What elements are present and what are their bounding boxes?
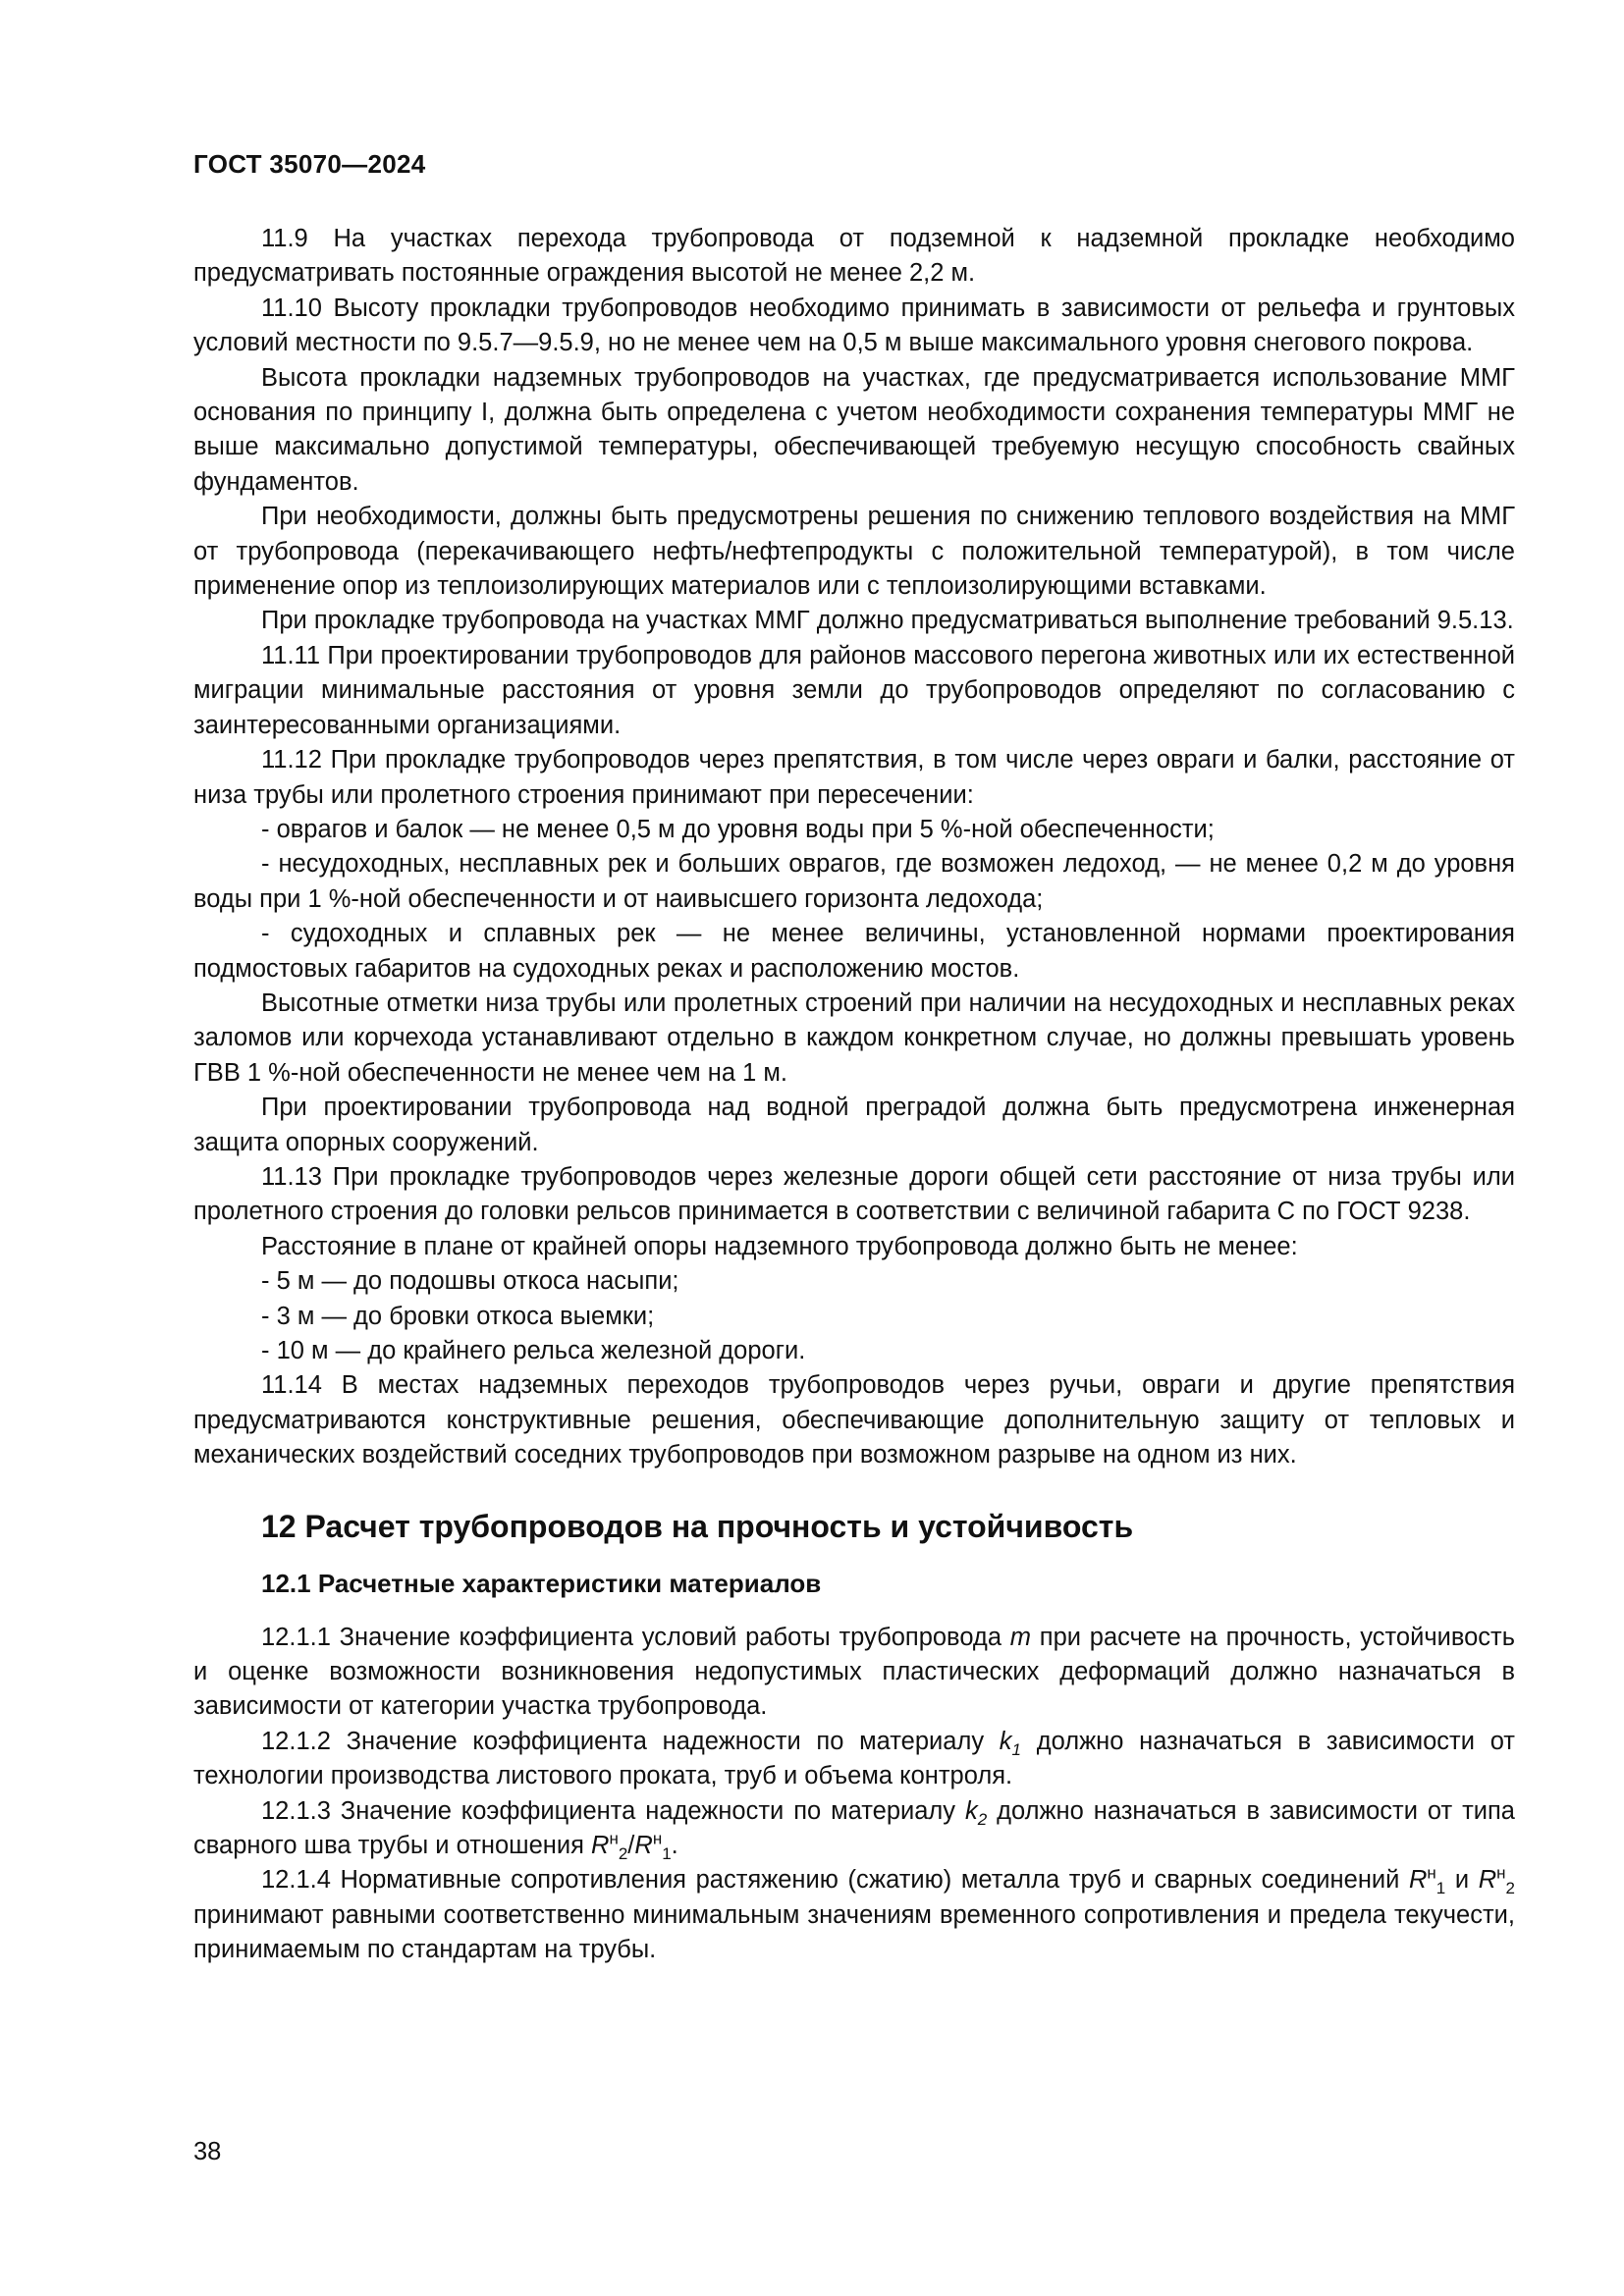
paragraph-12-1-2: 12.1.2 Значение коэффициента надежности по материалу $k_1$ должно назначаться в зависимости от технологии производства листового проката, труб и объема контроля. (193, 1727, 1515, 1790)
subsection-heading: 12.1 Расчетные характеристики материалов (261, 1568, 822, 1598)
variable-r1: $R^н_1$ (1408, 1863, 1446, 1898)
paragraph: Высотные отметки низа трубы или пролетных строений при наличии на несудоходных и несплавных реках заломов или корчехода устанавливают отдельно в каждом конкретном случае, но должны превышать уровень ГВВ 1 %-ной обеспеченности не менее чем на 1 м. (193, 988, 1515, 1087)
ratio-r2-r1: $R^н_2/R^н_1$ (591, 1829, 672, 1864)
list-item: - 3 м — до бровки откоса выемки; (261, 1302, 655, 1330)
paragraph: Высота прокладки надземных трубопроводов на участках, где предусматривается использование ММГ основания по принципу I, должна быть определена с учетом необходимости сохранения температуры ММГ не выше максимально допустимой температуры, обеспечивающей требуемую несущую способность свайных фундаментов. (193, 363, 1515, 496)
list-item: - 5 м — до подошвы откоса насыпи; (261, 1267, 679, 1296)
list-item: - 10 м — до крайнего рельса железной дороги. (261, 1337, 806, 1364)
paragraph-11-13: 11.13 При прокладке трубопроводов через железные дороги общей сети расстояние от низа трубы или пролетного строения до головки рельсов принимается в соответствии с величиной габарита С по ГОСТ 9238. (193, 1162, 1515, 1226)
paragraph: Расстояние в плане от крайней опоры надземного трубопровода должно быть не менее: (261, 1232, 1298, 1260)
variable-m: m (1009, 1623, 1032, 1651)
paragraph-11-14: 11.14 В местах надземных переходов трубопроводов через ручьи, овраги и другие препятствия предусматриваются конструктивные решения, обеспечивающие дополнительную защиту от тепловых и механических воздействий соседних трубопроводов при возможном разрыве на одном из них. (193, 1371, 1515, 1469)
paragraph: При необходимости, должны быть предусмотрены решения по снижению теплового воздействия на ММГ от трубопровода (перекачивающего нефть/нефтепродукты с положительной температурой), в том числе применение опор из теплоизолирующих материалов или с теплоизолирующими вставками. (193, 503, 1515, 601)
paragraph-12-1-4: 12.1.4 Нормативные сопротивления растяжению (сжатию) металла труб и сварных соединений $R^н_1$ и $R^н_2$ принимают равными соответственно минимальным значениям временного сопротивления и предела текучести, принимаемым по стандартам на трубы. (193, 1863, 1515, 1964)
section-heading: 12 Расчет трубопроводов на прочность и устойчивость (261, 1508, 1134, 1544)
paragraph-11-10: 11.10 Высоту прокладки трубопроводов необходимо принимать в зависимости от рельефа и грунтовых условий местности по 9.5.7—9.5.9, но не менее чем на 0,5 м выше максимального уровня снегового покрова. (193, 294, 1515, 357)
variable-k2: $k_2$ (964, 1796, 988, 1829)
document-body (193, 222, 1515, 1968)
paragraph-12-1-1: 12.1.1 Значение коэффициента условий работы трубопровода m при расчете на прочность, устойчивость и оценке возможности возникновения недопустимых пластических деформаций должно назначаться в зависимости от категории участка трубопровода. (193, 1623, 1515, 1721)
paragraph: При прокладке трубопровода на участках ММГ должно предусматриваться выполнение требований 9.5.13. (261, 607, 1514, 635)
paragraph-12-1-3: 12.1.3 Значение коэффициента надежности по материалу $k_2$ должно назначаться в зависимости от типа сварного шва трубы и отношения $R^н_2/R^н_1$. (193, 1796, 1515, 1864)
paragraph-11-12: 11.12 При прокладке трубопроводов через препятствия, в том числе через овраги и балки, расстояние от низа трубы или пролетного строения принимают при пересечении: (193, 746, 1515, 809)
page-number: 38 (193, 2138, 222, 2165)
document-header: ГОСТ 35070—2024 (193, 149, 426, 179)
list-item: - судоходных и сплавных рек — не менее величины, установленной нормами проектирования подмостовых габаритов на судоходных реках и расположению мостов. (193, 920, 1515, 983)
paragraph-11-9: 11.9 На участках перехода трубопровода от подземной к надземной прокладке необходимо предусматривать постоянные ограждения высотой не менее 2,2 м. (193, 225, 1515, 288)
paragraph-11-11: 11.11 При проектировании трубопроводов для районов массового перегона животных или их естественной миграции минимальные расстояния от уровня земли до трубопроводов определяют по согласованию с заинтересованными организациями. (193, 641, 1515, 739)
paragraph: При проектировании трубопровода над водной преградой должна быть предусмотрена инженерная защита опорных сооружений. (193, 1094, 1515, 1156)
list-item: - несудоходных, несплавных рек и больших оврагов, где возможен ледоход, — не менее 0,2 м до уровня воды при 1 %-ной обеспеченности и от наивысшего горизонта ледохода; (193, 850, 1515, 913)
variable-r2: $R^н_2$ (1478, 1863, 1515, 1898)
list-item: - оврагов и балок — не менее 0,5 м до уровня воды при 5 %-ной обеспеченности; (261, 815, 1215, 843)
variable-k1: $k_1$ (999, 1727, 1022, 1759)
